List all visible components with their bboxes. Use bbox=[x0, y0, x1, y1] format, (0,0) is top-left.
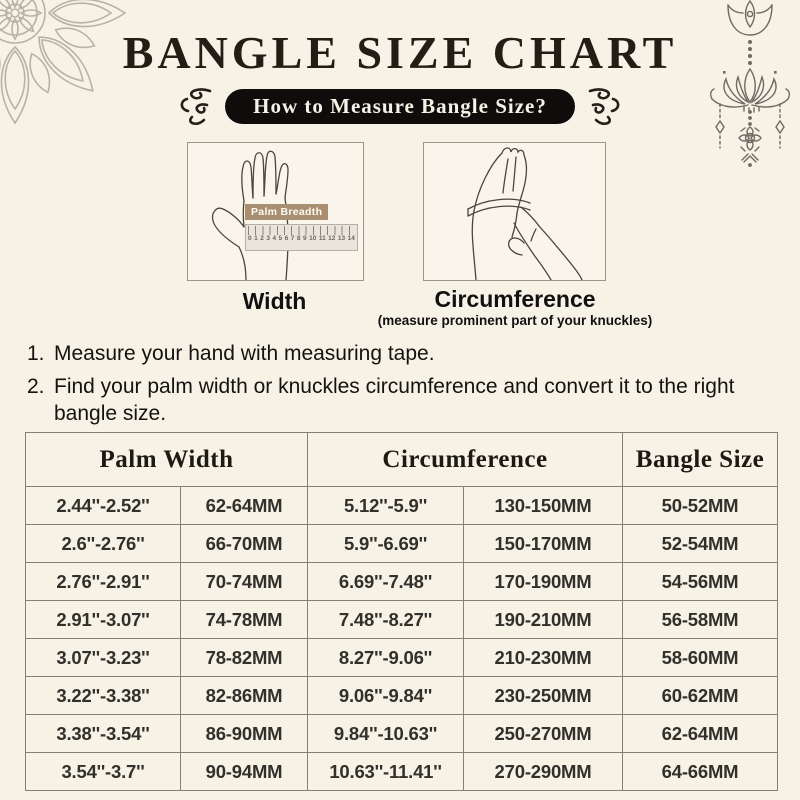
table-row bbox=[26, 487, 778, 525]
cell: 210-230MM bbox=[464, 639, 623, 677]
cell: 5.12''-5.9'' bbox=[308, 487, 464, 525]
instruction-number: 1. bbox=[27, 342, 45, 365]
cell: 5.9''-6.69'' bbox=[308, 525, 464, 563]
cell: 190-210MM bbox=[464, 601, 623, 639]
cell: 150-170MM bbox=[464, 525, 623, 563]
instruction-item bbox=[27, 374, 754, 428]
palm-breadth-label: Palm Breadth bbox=[245, 204, 328, 220]
cell: 3.54''-3.7'' bbox=[26, 753, 181, 791]
width-caption: Width bbox=[242, 288, 307, 314]
ruler bbox=[245, 224, 358, 251]
instruction-item bbox=[27, 341, 754, 368]
ruler-numbers: 0 1 2 3 4 5 6 7 8 9 10 11 12 13 14 bbox=[248, 235, 355, 242]
table-row bbox=[26, 525, 778, 563]
cell: 74-78MM bbox=[181, 601, 308, 639]
cell: 50-52MM bbox=[623, 487, 778, 525]
circumference-subcaption: (measure prominent part of your knuckles) bbox=[377, 313, 653, 328]
cell: 2.76''-2.91'' bbox=[26, 563, 181, 601]
ruler-ticks bbox=[248, 226, 355, 235]
cell: 7.48''-8.27'' bbox=[308, 601, 464, 639]
cell: 2.44''-2.52'' bbox=[26, 487, 181, 525]
cell: 6.69''-7.48'' bbox=[308, 563, 464, 601]
cell: 52-54MM bbox=[623, 525, 778, 563]
cell: 66-70MM bbox=[181, 525, 308, 563]
cell: 62-64MM bbox=[181, 487, 308, 525]
flourish-left-icon bbox=[177, 86, 213, 126]
instruction-text: Find your palm width or knuckles circumference and convert it to the right bangle size. bbox=[54, 374, 735, 425]
instructions bbox=[27, 341, 754, 434]
cell: 10.63''-11.41'' bbox=[308, 753, 464, 791]
table-row bbox=[26, 639, 778, 677]
table-header-row bbox=[26, 433, 778, 487]
circumference-caption: Circumference bbox=[434, 286, 596, 312]
cell: 3.38''-3.54'' bbox=[26, 715, 181, 753]
cell: 130-150MM bbox=[464, 487, 623, 525]
cell: 86-90MM bbox=[181, 715, 308, 753]
table-row bbox=[26, 715, 778, 753]
table-row bbox=[26, 601, 778, 639]
cell: 58-60MM bbox=[623, 639, 778, 677]
cell: 2.6''-2.76'' bbox=[26, 525, 181, 563]
cell: 90-94MM bbox=[181, 753, 308, 791]
cell: 60-62MM bbox=[623, 677, 778, 715]
badge-row bbox=[0, 86, 800, 126]
cell: 56-58MM bbox=[623, 601, 778, 639]
cell: 9.06''-9.84'' bbox=[308, 677, 464, 715]
cell: 70-74MM bbox=[181, 563, 308, 601]
page-title: BANGLE SIZE CHART bbox=[122, 27, 678, 78]
cell: 270-290MM bbox=[464, 753, 623, 791]
cell: 78-82MM bbox=[181, 639, 308, 677]
table-row bbox=[26, 677, 778, 715]
table-row bbox=[26, 753, 778, 791]
table-row bbox=[26, 563, 778, 601]
cell: 3.22''-3.38'' bbox=[26, 677, 181, 715]
cell: 250-270MM bbox=[464, 715, 623, 753]
bangle-size-table bbox=[25, 432, 778, 791]
header-palm-width: Palm Width bbox=[26, 433, 308, 487]
cell: 54-56MM bbox=[623, 563, 778, 601]
how-to-measure-badge: How to Measure Bangle Size? bbox=[225, 89, 575, 124]
header-circumference: Circumference bbox=[308, 433, 623, 487]
instruction-number: 2. bbox=[27, 374, 45, 398]
hands-measuring-tape-illustration bbox=[424, 143, 605, 280]
cell: 170-190MM bbox=[464, 563, 623, 601]
cell: 2.91''-3.07'' bbox=[26, 601, 181, 639]
cell: 82-86MM bbox=[181, 677, 308, 715]
instruction-text: Measure your hand with measuring tape. bbox=[54, 342, 435, 365]
flourish-right-icon bbox=[587, 86, 623, 126]
cell: 8.27''-9.06'' bbox=[308, 639, 464, 677]
cell: 3.07''-3.23'' bbox=[26, 639, 181, 677]
cell: 9.84''-10.63'' bbox=[308, 715, 464, 753]
cell: 62-64MM bbox=[623, 715, 778, 753]
width-illustration-box bbox=[187, 142, 364, 281]
header-bangle-size: Bangle Size bbox=[623, 433, 778, 487]
cell: 230-250MM bbox=[464, 677, 623, 715]
circumference-illustration-box bbox=[423, 142, 606, 281]
cell: 64-66MM bbox=[623, 753, 778, 791]
